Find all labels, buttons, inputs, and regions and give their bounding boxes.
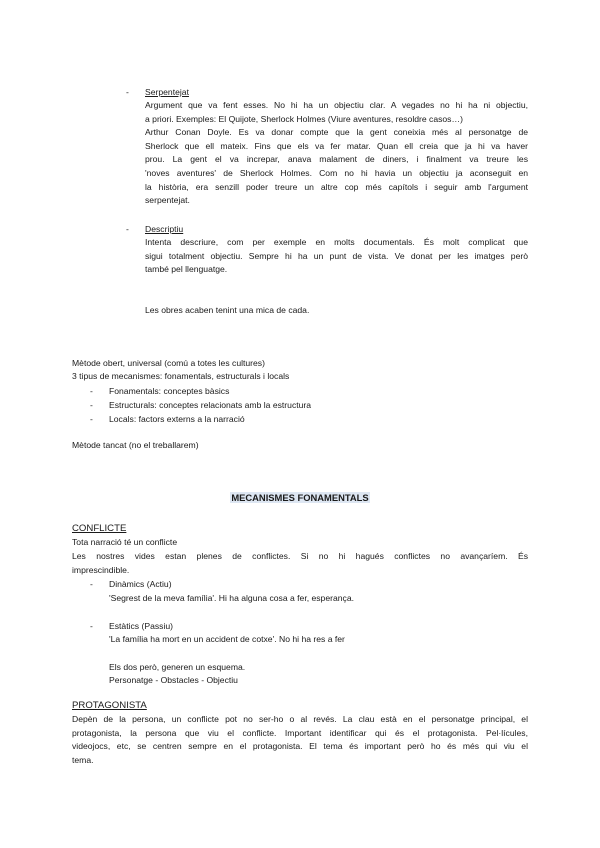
- paragraph-line: prou. La gent el va increpar, anava malament de diners, i finalment va treure les: [145, 154, 528, 165]
- serpentejat-paragraph: [145, 99, 528, 208]
- dinamics-label: Dinàmics (Actiu): [109, 579, 172, 589]
- list-item: Locals: factors externs a la narració: [109, 414, 245, 424]
- serpentejat-title: Serpentejat: [145, 87, 189, 97]
- paragraph-line: la història, era senzill poder treure un altre cop més capítols i seguir amb l'argument: [145, 181, 528, 192]
- protagonista-title: PROTAGONISTA: [72, 700, 147, 711]
- paragraph-line: Les nostres vides estan plenes de conflictes. Si no hi hagués conflictes no avançaríem. És: [72, 551, 528, 561]
- descriptiu-paragraph: [145, 236, 528, 277]
- bullet-dash: -: [126, 87, 129, 97]
- descriptiu-title: Descriptiu: [145, 224, 184, 234]
- tipus-mecanismes: 3 tipus de mecanismes: fonamentals, estructurals i locals: [72, 371, 290, 381]
- paragraph-line: serpentejat.: [145, 195, 190, 206]
- conflicte-paragraph: [72, 550, 528, 577]
- obres-note: Les obres acaben tenint una mica de cada.: [145, 305, 310, 315]
- esquema: Personatge - Obstacles - Objectiu: [109, 675, 238, 685]
- dinamics-example: 'Segrest de la meva família'. Hi ha alguna cosa a fer, esperança.: [109, 593, 354, 603]
- paragraph-line: imprescindible.: [72, 564, 130, 575]
- bullet-dash: -: [90, 579, 93, 589]
- list-item: Estructurals: conceptes relacionats amb la estructura: [109, 400, 312, 410]
- paragraph-line: videojocs, etc, se centren sempre en el protagonista. El tema és important però ho és més qui viu el: [72, 741, 528, 752]
- paragraph-line: Depèn de la persona, un conflicte pot no ser-ho o al revés. La clau està en el personatge principal, el: [72, 714, 528, 724]
- bullet-dash: -: [90, 621, 93, 631]
- list-item: Fonamentals: conceptes bàsics: [109, 386, 230, 396]
- paragraph-line: també pel llenguatge.: [145, 264, 228, 275]
- bullet-dash: -: [90, 414, 93, 424]
- paragraph-line: Intenta descriure, com per exemple en molts documentals. És molt complicat que: [145, 237, 528, 247]
- paragraph-line: sigui totalment objectiu. Sempre hi ha un punt de vista. Ve donat per les imatges però: [145, 250, 528, 261]
- bullet-dash: -: [90, 400, 93, 410]
- paragraph-line: 'noves aventures' de Sherlock Holmes. Com no hi havia un objectiu ja aconseguit en: [145, 167, 528, 178]
- bullet-dash: -: [90, 386, 93, 396]
- paragraph-line: Sherlock que ell mateix. Fins que els va fer matar. Quan ell creia que ja hi va haver: [145, 140, 528, 151]
- main-heading: MECANISMES FONAMENTALS: [231, 492, 369, 503]
- paragraph-line: tema.: [72, 754, 94, 765]
- conflicte-line: Tota narració té un conflicte: [72, 537, 178, 547]
- conflicte-title: CONFLICTE: [72, 523, 127, 534]
- paragraph-line: Argument que va fent esses. No hi ha un objectiu clar. A vegades no hi ha ni objectiu,: [145, 100, 528, 110]
- estatics-label: Estàtics (Passiu): [109, 621, 173, 631]
- metode-obert: Mètode obert, universal (comú a totes les cultures): [72, 358, 265, 368]
- heading-wrap: [0, 491, 600, 506]
- paragraph-line: protagonista, la persona que viu el conflicte. Important identificar qui és el protagonista. Pel·lícules,: [72, 727, 528, 738]
- paragraph-line: a priori. Exemples: El Quijote, Sherlock Holmes (Viure aventures, resoldre casos…): [145, 113, 463, 124]
- paragraph-line: Arthur Conan Doyle. Es va donar compte que la gent coneixia més al personatge de: [145, 127, 528, 138]
- esquema-intro: Els dos però, generen un esquema.: [109, 662, 246, 672]
- metode-tancat: Mètode tancat (no el treballarem): [72, 440, 199, 450]
- bullet-dash: -: [126, 224, 129, 234]
- estatics-example: 'La família ha mort en un accident de cotxe'. No hi ha res a fer: [109, 634, 345, 644]
- protagonista-paragraph: [72, 713, 528, 767]
